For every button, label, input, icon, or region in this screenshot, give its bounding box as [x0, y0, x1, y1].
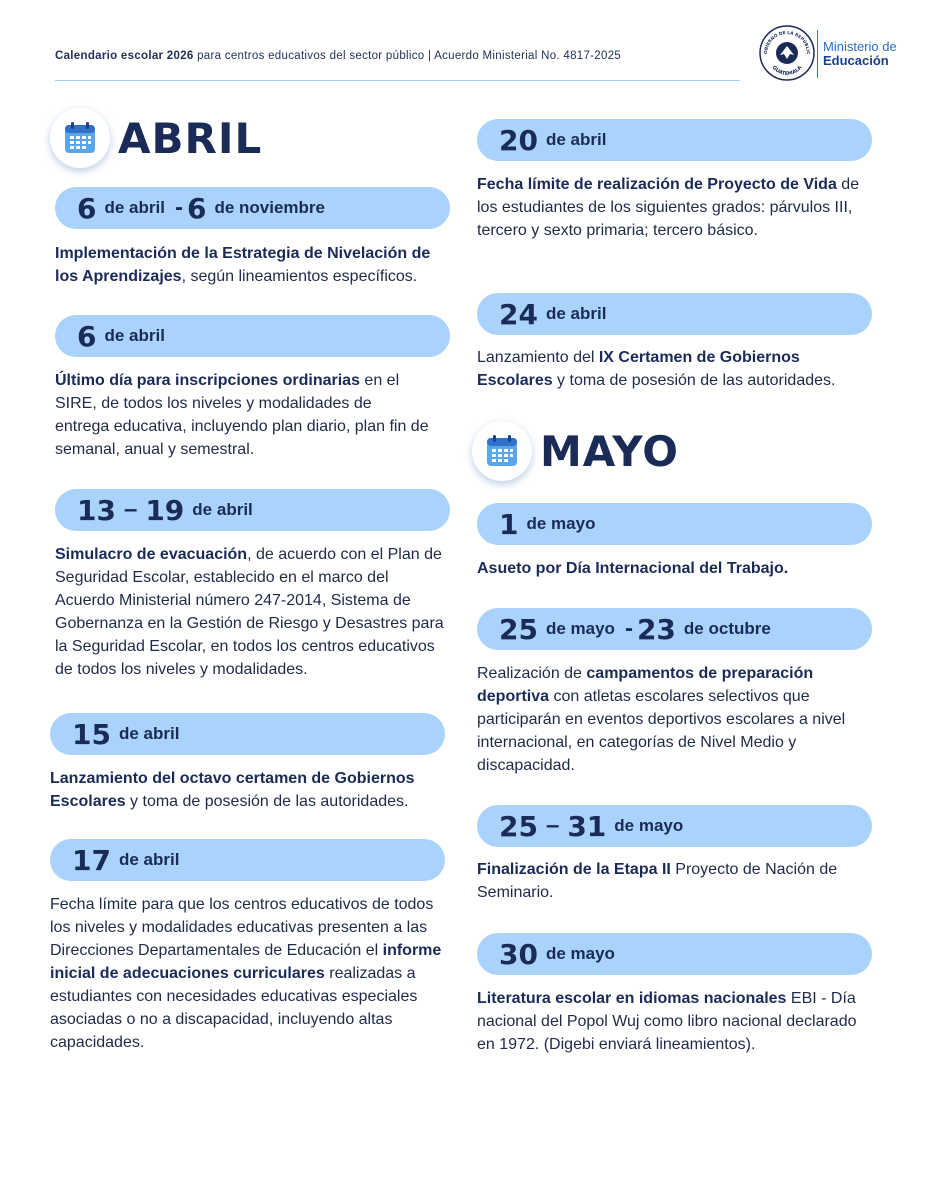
event-description-abril-7 — [477, 346, 877, 392]
date-month: de abril — [545, 130, 607, 149]
date-number: 6 — [77, 319, 97, 353]
date-number: 25 — [499, 612, 538, 646]
header-title-bold: Calendario escolar 2026 — [55, 50, 194, 62]
document-header — [55, 50, 745, 62]
mayo-heading — [472, 421, 679, 481]
event-description-abril-1 — [55, 242, 455, 288]
date-number: 19 — [145, 493, 185, 527]
guatemala-seal-logo — [758, 24, 816, 82]
desc-bold: Lanzamiento del octavo certamen de Gobiernos Escolares — [50, 770, 415, 810]
abril-heading — [50, 108, 262, 168]
desc-text: , de acuerdo con el Plan de Seguridad Escolar, establecido en el marco del Acuerdo Ministerial número 247-2014, Sistema de Gobernanza en la Gestión de Riesgo y Desastres para la Seguridad Escolar, en todos los centros educativos de todos los niveles y modalidades. — [55, 546, 444, 678]
desc-bold: Último día para inscripciones ordinarias — [55, 372, 360, 389]
date-separator: – — [123, 496, 138, 523]
date-month: de mayo — [545, 619, 615, 638]
date-number: 30 — [499, 937, 538, 971]
calendar-icon — [485, 434, 519, 468]
date-pill-abril-2 — [55, 315, 450, 357]
desc-text: Fecha límite para que los centros educativos de todos los niveles y modalidades educativas presenten a las Direcciones Departamentales de Educación el — [50, 896, 434, 959]
desc-text: en el SIRE, de todos los niveles y modalidades de entrega educativa, incluyendo plan diario, plan fin de semanal, anual y semestral. — [55, 372, 429, 458]
date-number: 23 — [636, 612, 676, 646]
event-description-mayo-1 — [477, 557, 872, 580]
date-month: de noviembre — [214, 198, 325, 217]
event-description-abril-4 — [50, 767, 450, 813]
date-month: de mayo — [614, 816, 684, 835]
ministry-logo-text — [823, 40, 897, 68]
date-pill-abril-7 — [477, 293, 872, 335]
desc-bold: IX Certamen de Gobiernos Escolares — [477, 349, 800, 389]
date-pill-mayo-3 — [477, 805, 872, 847]
date-pill-abril-3 — [55, 489, 450, 531]
event-description-mayo-3 — [477, 858, 872, 904]
event-description-abril-5 — [50, 893, 450, 1054]
date-pill-abril-6 — [477, 119, 872, 161]
date-number: 17 — [72, 843, 111, 877]
calendar-icon — [63, 121, 97, 155]
date-separator: - — [174, 194, 183, 221]
event-description-mayo-4 — [477, 987, 877, 1056]
desc-bold: Simulacro de evacuación — [55, 546, 248, 563]
logo-line1: Ministerio de — [823, 39, 897, 54]
date-number: 13 — [77, 493, 116, 527]
desc-text: realizadas a estudiantes con necesidades educativas especiales asociadas o no a discapacidad, incluyendo altas capacidades. — [50, 965, 418, 1051]
date-number: 20 — [499, 123, 538, 157]
desc-text: y toma de posesión de las autoridades. — [552, 372, 836, 389]
desc-text: EBI - Día nacional del Popol Wuj como libro nacional declarado en 1972. (Digebi enviará lineamientos). — [477, 990, 857, 1053]
desc-text: Lanzamiento del — [477, 349, 599, 366]
date-separator: – — [545, 812, 560, 839]
svg-text:GUATEMALA: GUATEMALA — [770, 64, 804, 78]
desc-bold: informe inicial de adecuaciones curriculares — [50, 942, 442, 982]
desc-bold: Literatura escolar en idiomas nacionales — [477, 990, 787, 1007]
date-month: de abril — [104, 326, 165, 345]
date-month: de abril — [104, 198, 165, 217]
date-number: 24 — [499, 297, 538, 331]
date-separator: - — [624, 615, 633, 642]
desc-bold: Asueto por Día Internacional del Trabajo. — [477, 560, 789, 577]
date-number: 1 — [499, 507, 519, 541]
date-number: 6 — [77, 191, 97, 225]
desc-text: y toma de posesión de las autoridades. — [125, 793, 409, 810]
logo-divider — [817, 30, 818, 78]
date-pill-abril-1 — [55, 187, 450, 229]
header-divider — [55, 80, 740, 81]
calendar-icon-container — [50, 108, 110, 168]
date-month: de mayo — [526, 514, 596, 533]
desc-bold: campamentos de preparación deportiva — [477, 665, 814, 705]
date-month: de abril — [545, 304, 607, 323]
desc-text: Realización de — [477, 665, 587, 682]
desc-text: con atletas escolares selectivos que participarán en eventos deportivos escolares a nivel internacional, en categorías de Nivel Medio y discapacidad. — [477, 688, 846, 774]
event-description-abril-3 — [55, 543, 450, 681]
desc-bold: Finalización de la Etapa II — [477, 861, 671, 878]
desc-bold: Implementación de la Estrategia de Nivelación de los Aprendizajes — [55, 245, 431, 285]
date-pill-mayo-1 — [477, 503, 872, 545]
date-month: de mayo — [545, 944, 615, 963]
desc-text: Proyecto de Nación de Seminario. — [477, 861, 838, 901]
date-pill-mayo-4 — [477, 933, 872, 975]
svg-text:GOBIERNO DE LA REPÚBLICA: OBIERNO DE LA REPÚBLIC — [763, 30, 811, 55]
date-month: de abril — [118, 850, 180, 869]
desc-text: de los estudiantes de los siguientes grados: párvulos III, tercero y sexto primaria; tercero básico. — [477, 176, 860, 239]
date-number: 6 — [186, 191, 207, 225]
month-title-abril: ABRIL — [118, 113, 263, 163]
event-description-mayo-2 — [477, 662, 877, 777]
desc-text: , según lineamientos específicos. — [181, 268, 418, 285]
event-description-abril-2 — [55, 369, 430, 461]
date-pill-abril-5 — [50, 839, 445, 881]
calendar-icon-container — [472, 421, 532, 481]
desc-bold: Fecha límite de realización de Proyecto de Vida — [477, 176, 837, 193]
date-pill-abril-4 — [50, 713, 445, 755]
date-month: de abril — [118, 724, 180, 743]
date-pill-mayo-2 — [477, 608, 872, 650]
date-number: 15 — [72, 717, 111, 751]
date-number: 31 — [567, 809, 607, 843]
date-month: de octubre — [683, 619, 771, 638]
date-number: 25 — [499, 809, 538, 843]
date-month: de abril — [192, 500, 253, 519]
event-description-abril-6 — [477, 173, 872, 242]
header-title-rest: para centros educativos del sector público | Acuerdo Ministerial No. 4817-2025 — [193, 50, 622, 62]
month-title-mayo: MAYO — [540, 426, 679, 476]
logo-line2: Educación — [823, 53, 889, 68]
